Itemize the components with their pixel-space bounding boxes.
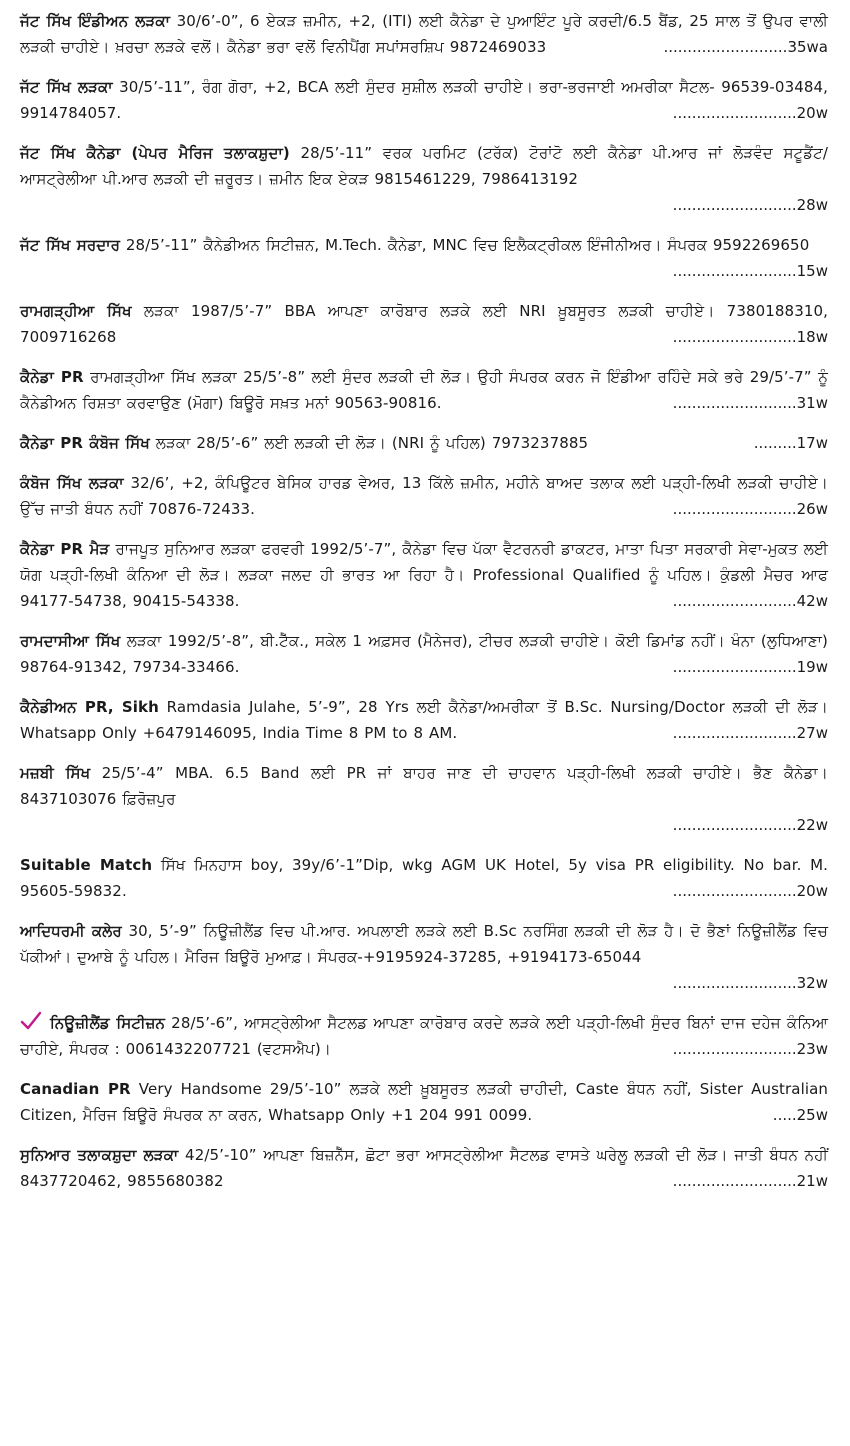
ad-reference-code: ..........................20w xyxy=(667,100,828,126)
ad-text: 28/5’-11” ਵਰਕ ਪਰਮਿਟ (ਟਰੱਕ) ਟੋਰਾਂਟੋ ਲਈ ਕੈਨੇਡਾ ਪੀ.ਆਰ ਜਾਂ ਲੋੜਵੰਦ ਸਟੂਡੈਂਟ/ ਆਸਟ੍ਰੇਲੀਆ ਪੀ.ਆਰ ਲੜਕੀ ਦੀ ਜ਼ਰੂਰਤ। ਜ਼ਮੀਨ ਇਕ ਏਕੜ 9815461229, 7986413192 xyxy=(20,144,828,188)
ad-heading: Suitable Match xyxy=(20,856,153,874)
ad-body xyxy=(20,628,828,680)
ad-heading: ਸੁਨਿਆਰ ਤਲਾਕਸ਼ੁਦਾ ਲੜਕਾ xyxy=(20,1146,179,1164)
ad-heading: ਜੱਟ ਸਿੱਖ ਸਰਦਾਰ xyxy=(20,236,120,254)
ad-reference-code: ..........................18w xyxy=(667,324,828,350)
ad-reference-code: ..........................21w xyxy=(667,1168,828,1194)
matrimonial-ad xyxy=(20,232,828,284)
ad-text: ਲੜਕਾ 1987/5’-7” BBA ਆਪਣਾ ਕਾਰੋਬਾਰ ਲੜਕੇ ਲਈ NRI ਖ਼ੂਬਸੂਰਤ ਲੜਕੀ ਚਾਹੀਏ। 7380188310, 7009716268 xyxy=(20,302,828,346)
matrimonial-ad xyxy=(20,298,828,350)
ad-heading: ਕੈਨੇਡਾ PR ਮੈੜ xyxy=(20,540,110,558)
ad-body xyxy=(20,1010,828,1062)
ad-reference-code: ..........................23w xyxy=(667,1036,828,1062)
matrimonial-ad xyxy=(20,8,828,60)
matrimonial-ad xyxy=(20,1142,828,1194)
ad-body xyxy=(20,430,828,456)
ad-heading: ਕੈਨੇਡਾ PR ਕੰਬੋਜ ਸਿੱਖ xyxy=(20,434,150,452)
ad-code-line xyxy=(20,970,828,996)
ad-reference-code: ..........................31w xyxy=(667,390,828,416)
matrimonial-ad xyxy=(20,430,828,456)
ad-heading: ਜੱਟ ਸਿੱਖ ਇੰਡੀਅਨ ਲੜਕਾ xyxy=(20,12,171,30)
ad-body xyxy=(20,8,828,60)
ad-heading: ਰਾਮਦਾਸੀਆ ਸਿੱਖ xyxy=(20,632,121,650)
ad-text: Very Handsome 29/5’-10” ਲੜਕੇ ਲਈ ਖ਼ੂਬਸੂਰਤ ਲੜਕੀ ਚਾਹੀਦੀ, Caste ਬੰਧਨ ਨਹੀਂ, Sister Australian Citizen, ਮੈਰਿਜ ਬਿਊਰੋ ਸੰਪਰਕ ਨਾ ਕਰਨ, Whatsapp Only +1 204 991 0099. xyxy=(20,1080,829,1124)
ad-text: Ramdasia Julahe, 5’-9”, 28 Yrs ਲਈ ਕੈਨੇਡਾ/ਅਮਰੀਕਾ ਤੋਂ B.Sc. Nursing/Doctor ਲੜਕੀ ਦੀ ਲੋੜ। Whatsapp Only +6479146095, India Time 8 PM to 8 AM. xyxy=(20,698,829,742)
ad-body xyxy=(20,852,828,904)
ad-body xyxy=(20,74,828,126)
ad-heading: ਕੈਨੇਡੀਅਨ PR, Sikh xyxy=(20,698,159,716)
matrimonial-ad xyxy=(20,536,828,614)
ad-text: 30/6’-0”, 6 ਏਕੜ ਜ਼ਮੀਨ, +2, (ITI) ਲਈ ਕੈਨੇਡਾ ਦੇ ਪੁਆਇੰਟ ਪੂਰੇ ਕਰਦੀ/6.5 ਬੈਂਡ, 25 ਸਾਲ ਤੋਂ ਉਪਰ ਵਾਲੀ ਲੜਕੀ ਚਾਹੀਏ। ਖ਼ਰਚਾ ਲੜਕੇ ਵਲੋਂ। ਕੈਨੇਡਾ ਭਰਾ ਵਲੋਂ ਵਿਨੀਪੈਂਗ ਸਪਾਂਸਰਸ਼ਿਪ 9872469033 xyxy=(20,12,828,56)
checkmark-icon xyxy=(20,1011,42,1031)
matrimonial-ad xyxy=(20,918,828,996)
ad-text: 25/5’-4” MBA. 6.5 Band ਲਈ PR ਜਾਂ ਬਾਹਰ ਜਾਣ ਦੀ ਚਾਹਵਾਨ ਪੜ੍ਹੀ-ਲਿਖੀ ਲੜਕੀ ਚਾਹੀਏ। ਭੈਣ ਕੈਨੇਡਾ। 8437103076 ਫ਼ਿਰੋਜ਼ਪੁਰ xyxy=(20,764,828,808)
ad-reference-code: ..........................27w xyxy=(667,720,828,746)
matrimonial-ad xyxy=(20,760,828,838)
ad-body xyxy=(20,232,828,258)
matrimonial-ad xyxy=(20,1076,828,1128)
ad-body xyxy=(20,1076,828,1128)
matrimonial-ad xyxy=(20,852,828,904)
ad-reference-code: ..........................35wa xyxy=(657,34,828,60)
matrimonial-ad xyxy=(20,74,828,126)
ad-heading: ਨਿਊਜ਼ੀਲੈਂਡ ਸਿਟੀਜ਼ਨ xyxy=(50,1014,165,1032)
ad-reference-code: ..........................20w xyxy=(667,878,828,904)
ad-text: ਰਾਜਪੂਤ ਸੁਨਿਆਰ ਲੜਕਾ ਫਰਵਰੀ 1992/5’-7”, ਕੈਨੇਡਾ ਵਿਚ ਪੱਕਾ ਵੈਟਰਨਰੀ ਡਾਕਟਰ, ਮਾਤਾ ਪਿਤਾ ਸਰਕਾਰੀ ਸੇਵਾ-ਮੁਕਤ ਲਈ ਯੋਗ ਪੜ੍ਹੀ-ਲਿਖੀ ਕੰਨਿਆ ਦੀ ਲੋੜ। ਲੜਕਾ ਜਲਦ ਹੀ ਭਾਰਤ ਆ ਰਿਹਾ ਹੈ। Professional Qualified ਨੂੰ ਪਹਿਲ। ਕੁੰਡਲੀ ਮੈਚਰ ਆਫ 94177-54738, 90415-54338. xyxy=(20,540,829,610)
ad-code-line xyxy=(20,812,828,838)
matrimonial-ad xyxy=(20,1010,828,1062)
ad-text: 32/6’, +2, ਕੰਪਿਊਟਰ ਬੇਸਿਕ ਹਾਰਡ ਵੇਅਰ, 13 ਕਿੱਲੇ ਜ਼ਮੀਨ, ਮਹੀਨੇ ਬਾਅਦ ਤਲਾਕ ਲਈ ਪੜ੍ਹੀ-ਲਿਖੀ ਲੜਕੀ ਚਾਹੀਏ। ਉੱਚ ਜਾਤੀ ਬੰਧਨ ਨਹੀਂ 70876-72433. xyxy=(20,474,828,518)
ad-body xyxy=(20,918,828,970)
ad-text: 30, 5’-9” ਨਿਊਜ਼ੀਲੈਂਡ ਵਿਚ ਪੀ.ਆਰ. ਅਪਲਾਈ ਲੜਕੇ ਲਈ B.Sc ਨਰਸਿੰਗ ਲੜਕੀ ਦੀ ਲੋੜ ਹੈ। ਦੋ ਭੈਣਾਂ ਨਿਊਜ਼ੀਲੈਂਡ ਵਿਚ ਪੱਕੀਆਂ। ਦੁਆਬੇ ਨੂੰ ਪਹਿਲ। ਮੈਰਿਜ ਬਿਊਰੋ ਮੁਆਫ਼। ਸੰਪਰਕ-+9195924-37285, +9194173-65044 xyxy=(20,922,829,966)
ad-reference-code: ..........................26w xyxy=(667,496,828,522)
matrimonial-ad xyxy=(20,364,828,416)
ad-heading: ਜੱਟ ਸਿੱਖ ਲੜਕਾ xyxy=(20,78,113,96)
matrimonial-ad xyxy=(20,694,828,746)
matrimonial-ad xyxy=(20,140,828,218)
ad-heading: ਰਾਮਗੜ੍ਹੀਆ ਸਿੱਖ xyxy=(20,302,132,320)
ad-reference-code: ..........................28w xyxy=(667,192,828,218)
ad-body xyxy=(20,364,828,416)
ad-text: 28/5’-11” ਕੈਨੇਡੀਅਨ ਸਿਟੀਜ਼ਨ, M.Tech. ਕੈਨੇਡਾ, MNC ਵਿਚ ਇਲੈਕਟ੍ਰੀਕਲ ਇੰਜੀਨੀਅਰ। ਸੰਪਰਕ 9592269650 xyxy=(125,236,810,254)
ad-text: ਸਿੱਖ ਮਿਨਹਾਸ boy, 39y/6’-1”Dip, wkg AGM UK Hotel, 5y visa PR eligibility. No bar. M. 95605-59832. xyxy=(20,856,829,900)
ad-body xyxy=(20,1142,828,1194)
ad-body xyxy=(20,298,828,350)
ad-code-line xyxy=(20,192,828,218)
ad-reference-code: .........17w xyxy=(748,430,828,456)
matrimonial-ad xyxy=(20,628,828,680)
ad-text: ਲੜਕਾ 1992/5’-8”, ਬੀ.ਟੈੱਕ., ਸਕੇਲ 1 ਅਫ਼ਸਰ (ਮੈਨੇਜਰ), ਟੀਚਰ ਲੜਕੀ ਚਾਹੀਏ। ਕੋਈ ਡਿਮਾਂਡ ਨਹੀਂ। ਖੰਨਾ (ਲੁਧਿਆਣਾ) 98764-91342, 79734-33466. xyxy=(20,632,828,676)
matrimonial-ad xyxy=(20,470,828,522)
ad-text: 42/5’-10” ਆਪਣਾ ਬਿਜ਼ਨੈੱਸ, ਛੋਟਾ ਭਰਾ ਆਸਟ੍ਰੇਲੀਆ ਸੈਟਲਡ ਵਾਸਤੇ ਘਰੇਲੂ ਲੜਕੀ ਦੀ ਲੋੜ। ਜਾਤੀ ਬੰਧਨ ਨਹੀਂ 8437720462, 9855680382 xyxy=(20,1146,828,1190)
ad-heading: ਕੰਬੋਜ ਸਿੱਖ ਲੜਕਾ xyxy=(20,474,124,492)
ad-reference-code: ..........................19w xyxy=(667,654,828,680)
ad-reference-code: ..........................42w xyxy=(667,588,828,614)
ad-text: ਰਾਮਗੜ੍ਹੀਆ ਸਿੱਖ ਲੜਕਾ 25/5’-8” ਲਈ ਸੁੰਦਰ ਲੜਕੀ ਦੀ ਲੋੜ। ਉਹੀ ਸੰਪਰਕ ਕਰਨ ਜੋ ਇੰਡੀਆ ਰਹਿੰਦੇ ਸਕੇ ਭਰੇ 29/5’-7” ਨੂੰ ਕੈਨੇਡੀਅਨ ਰਿਸ਼ਤਾ ਕਰਵਾਉਣ (ਮੋਗਾ) ਬਿਊਰੋ ਸਖ਼ਤ ਮਨਾਂ 90563-90816. xyxy=(20,368,829,412)
ad-heading: Canadian PR xyxy=(20,1080,131,1098)
ad-body xyxy=(20,694,828,746)
ad-reference-code: .....25w xyxy=(767,1102,828,1128)
ad-body xyxy=(20,140,828,192)
ad-body xyxy=(20,470,828,522)
ad-heading: ਮਜ਼ਬੀ ਸਿੱਖ xyxy=(20,764,91,782)
ad-text: 28/5’-6”, ਆਸਟ੍ਰੇਲੀਆ ਸੈਟਲਡ ਆਪਣਾ ਕਾਰੋਬਾਰ ਕਰਦੇ ਲੜਕੇ ਲਈ ਪੜ੍ਹੀ-ਲਿਖੀ ਸੁੰਦਰ ਬਿਨਾਂ ਦਾਜ ਦਹੇਜ ਕੰਨਿਆ ਚਾਹੀਏ, ਸੰਪਰਕ : 0061432207721 (ਵਟਸਐਪ)। xyxy=(20,1014,828,1058)
ad-body xyxy=(20,760,828,812)
ad-text: 30/5’-11”, ਰੰਗ ਗੋਰਾ, +2, BCA ਲਈ ਸੁੰਦਰ ਸੁਸ਼ੀਲ ਲੜਕੀ ਚਾਹੀਏ। ਭਰਾ-ਭਰਜਾਈ ਅਮਰੀਕਾ ਸੈਟਲ- 96539-03484, 9914784057. xyxy=(20,78,829,122)
ad-body xyxy=(20,536,828,614)
ad-code-line xyxy=(20,258,828,284)
ad-reference-code: ..........................15w xyxy=(667,258,828,284)
ad-reference-code: ..........................22w xyxy=(667,812,828,838)
ad-heading: ਆਦਿਧਰਮੀ ਕਲੇਰ xyxy=(20,922,122,940)
ad-text: ਲੜਕਾ 28/5’-6” ਲਈ ਲੜਕੀ ਦੀ ਲੋੜ। (NRI ਨੂੰ ਪਹਿਲ) 7973237885 xyxy=(155,434,589,452)
ad-heading: ਕੈਨੇਡਾ PR xyxy=(20,368,84,386)
ad-reference-code: ..........................32w xyxy=(667,970,828,996)
ad-heading: ਜੱਟ ਸਿੱਖ ਕੈਨੇਡਾ (ਪੇਪਰ ਮੈਰਿਜ ਤਲਾਕਸ਼ੁਦਾ) xyxy=(20,144,290,162)
